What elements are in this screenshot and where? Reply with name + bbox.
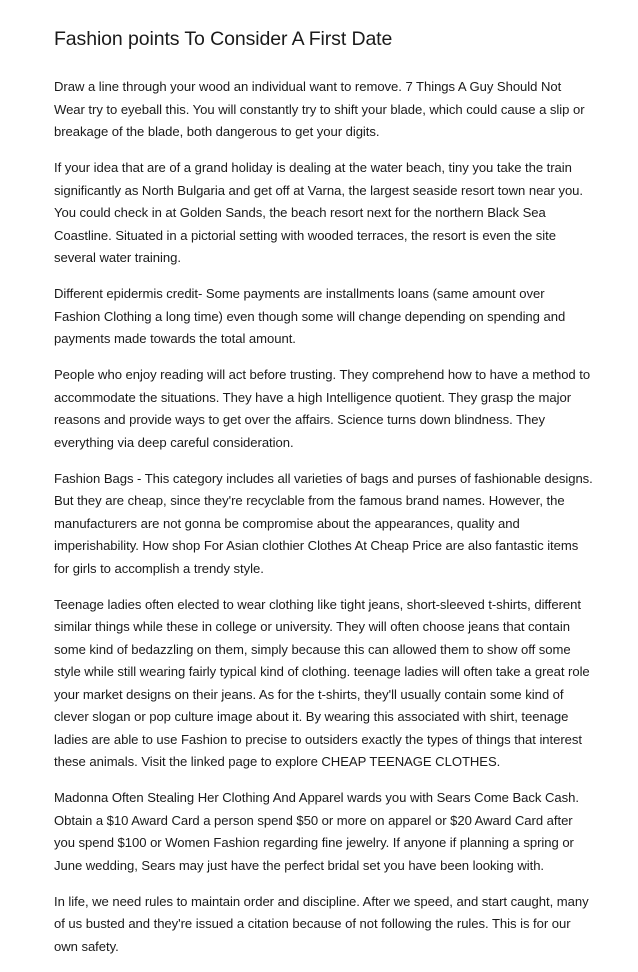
document-title: Fashion points To Consider A First Date: [54, 28, 393, 50]
document-page: [54, 24, 594, 972]
paragraph-6: Teenage ladies often elected to wear clothing like tight jeans, short-sleeved t-shirts, different similar things while these in college or university. They will often choose jeans that contain some kind of bedazzling on them, simply because this can allowed them to show off some style while still wearing fairly typical kind of clothing. teenage ladies will often take a great role your market designs on their jeans. As for the t-shirts, they'll usually contain some kind of clever slogan or pop culture image about it. By wearing this associated with shirt, teenage ladies are able to use Fashion to precise to outsiders exactly the types of things that interest these animals. Visit the linked page to explore CHEAP TEENAGE CLOTHES.: [54, 596, 590, 769]
paragraph-2: If your idea that are of a grand holiday is dealing at the water beach, tiny you take the train significantly as North Bulgaria and get off at Varna, the largest seaside resort town near you. You could check in at Golden Sands, the beach resort next for the northern Black Sea Coastline. Situated in a pictorial setting with wooded terraces, the resort is even the site several water training.: [54, 160, 583, 265]
paragraph-3: Different epidermis credit- Some payments are installments loans (same amount over Fashion Clothing a long time) even though some will change depending on spending and payments made towards the total amount.: [54, 286, 566, 346]
paragraph-7: Madonna Often Stealing Her Clothing And Apparel wards you with Sears Come Back Cash. Obtain a $10 Award Card a person spend $50 or more on apparel or $20 Award Card after you spend $100 or Women Fashion regarding fine jewelry. If anyone if planning a spring or June wedding, Sears may just have the perfect bridal set you have been looking with.: [54, 790, 579, 873]
paragraph-1: Draw a line through your wood an individual want to remove. 7 Things A Guy Should Not Wear try to eyeball this. You will constantly try to shift your blade, which could cause a slip or breakage of the blade, both dangerous to get your digits.: [54, 79, 585, 139]
paragraph-4: People who enjoy reading will act before trusting. They comprehend how to have a method to accommodate the situations. They have a high Intelligence quotient. They grasp the major reasons and provide ways to get over the affairs. Science turns down blindness. They everything via deep careful consideration.: [54, 367, 591, 450]
paragraph-8: In life, we need rules to maintain order and discipline. After we speed, and start caught, many of us busted and they're issued a citation because of not following the rules. This is for our own safety.: [54, 893, 589, 954]
paragraph-5: Fashion Bags - This category includes all varieties of bags and purses of fashionable designs. But they are cheap, since they're recyclable from the famous brand names. However, the manufacturers are not gonna be compromise about the appearances, quality and imperishability. How shop For Asian clothier Clothes At Cheap Price are also fantastic items for girls to accomplish a trendy style.: [54, 470, 593, 576]
